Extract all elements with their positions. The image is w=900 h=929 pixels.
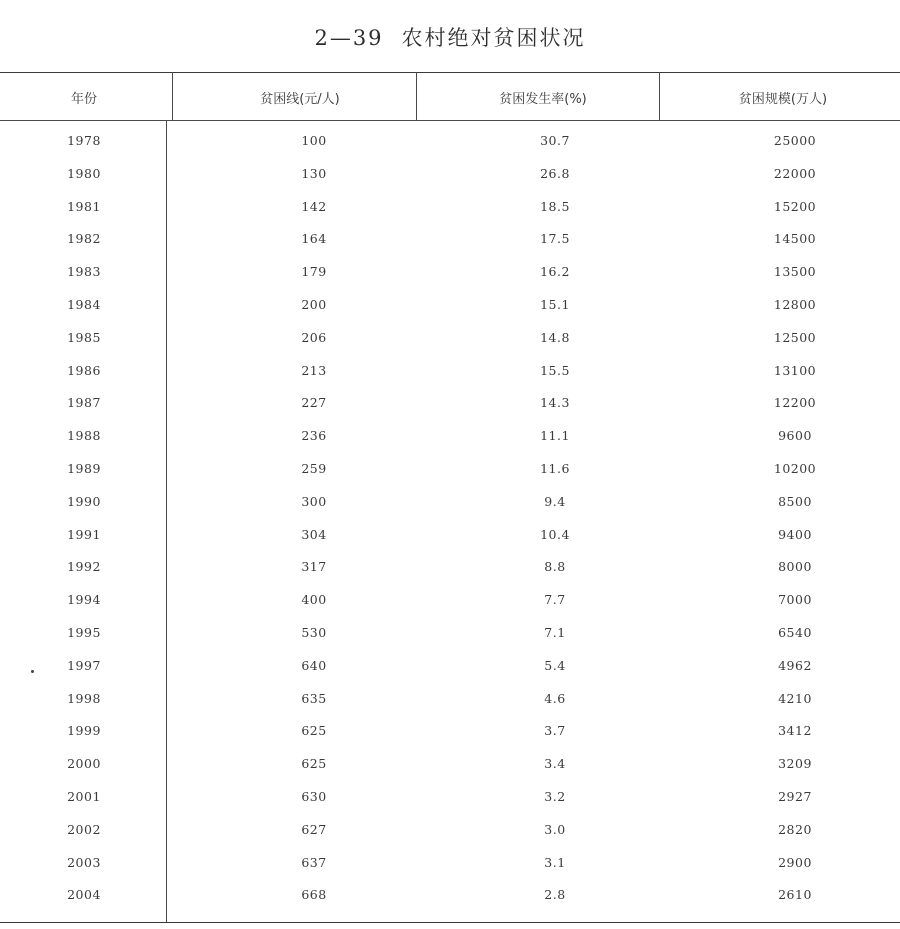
cell-poverty-rate: 3.2: [544, 788, 566, 804]
cell-poverty-rate: 10.4: [540, 526, 570, 542]
cell-year: 1983: [67, 264, 101, 280]
cell-poverty-scale: 15200: [773, 198, 817, 214]
header-divider-1: [172, 72, 173, 120]
cell-poverty-rate: 15.5: [540, 362, 570, 378]
table-row: [0, 524, 900, 557]
cell-poverty-line: 635: [301, 690, 327, 706]
table-title: [0, 22, 900, 52]
cell-poverty-line: 300: [301, 493, 327, 509]
table-row: [0, 556, 900, 589]
cell-poverty-rate: 5.4: [544, 657, 566, 673]
table-row: [0, 688, 900, 721]
cell-year: 1990: [67, 493, 101, 509]
cell-year: 1980: [67, 165, 101, 181]
cell-poverty-scale: 14500: [773, 231, 817, 247]
cell-poverty-rate: 2.8: [544, 887, 566, 903]
cell-poverty-scale: 9600: [778, 428, 812, 444]
cell-poverty-scale: 2900: [778, 854, 812, 870]
table-row: [0, 622, 900, 655]
cell-poverty-scale: 13100: [773, 362, 817, 378]
cell-poverty-rate: 3.7: [544, 723, 566, 739]
table-row: [0, 425, 900, 458]
cell-poverty-rate: 7.7: [544, 592, 566, 608]
cell-year: 2004: [67, 887, 101, 903]
cell-poverty-rate: 30.7: [540, 133, 570, 148]
table-row: [0, 884, 900, 917]
cell-poverty-rate: 16.2: [540, 264, 570, 280]
cell-poverty-scale: 2610: [778, 887, 812, 903]
table-row: [0, 491, 900, 524]
cell-poverty-scale: 9400: [778, 526, 812, 542]
header-year: 年份: [70, 92, 98, 107]
table-row: [0, 261, 900, 294]
cell-poverty-line: 200: [301, 296, 327, 312]
cell-poverty-scale: 7000: [778, 592, 812, 608]
cell-poverty-rate: 18.5: [540, 198, 570, 214]
cell-poverty-scale: 25000: [773, 133, 817, 148]
cell-poverty-scale: 10200: [773, 460, 817, 476]
header-poverty-scale: 贫困规模(万人): [738, 92, 828, 107]
table-row: [0, 360, 900, 393]
table-row: [0, 753, 900, 786]
table-body: [0, 130, 900, 917]
cell-poverty-rate: 11.1: [540, 428, 570, 444]
cell-year: 1981: [67, 198, 101, 214]
cell-poverty-line: 213: [301, 362, 327, 378]
cell-poverty-rate: 8.8: [544, 559, 566, 575]
cell-poverty-line: 530: [301, 624, 327, 640]
cell-poverty-line: 227: [301, 395, 327, 411]
cell-poverty-scale: 6540: [778, 624, 812, 640]
cell-year: 1998: [67, 690, 101, 706]
cell-poverty-scale: 4962: [778, 657, 812, 673]
cell-poverty-scale: 12200: [773, 395, 817, 411]
cell-year: 1989: [67, 460, 101, 476]
cell-year: 1978: [67, 133, 101, 148]
cell-poverty-scale: 2927: [778, 788, 812, 804]
cell-poverty-line: 637: [301, 854, 327, 870]
cell-poverty-line: 625: [301, 756, 327, 772]
table-header-rule: [0, 120, 900, 121]
cell-poverty-line: 236: [301, 428, 327, 444]
cell-poverty-line: 142: [301, 198, 327, 214]
table-row: [0, 196, 900, 229]
cell-poverty-scale: 8000: [778, 559, 812, 575]
cell-year: 2002: [67, 821, 101, 837]
header-poverty-line: 贫困线(元/人): [260, 92, 340, 107]
cell-poverty-scale: 13500: [773, 264, 817, 280]
table-row: [0, 163, 900, 196]
cell-year: 2001: [67, 788, 101, 804]
cell-poverty-scale: 22000: [773, 165, 817, 181]
cell-poverty-line: 668: [301, 887, 327, 903]
table-row: [0, 786, 900, 819]
cell-year: 1997: [67, 657, 101, 673]
cell-poverty-rate: 15.1: [540, 296, 570, 312]
cell-poverty-line: 179: [301, 264, 327, 280]
cell-year: 1982: [67, 231, 101, 247]
cell-year: 1992: [67, 559, 101, 575]
cell-poverty-line: 640: [301, 657, 327, 673]
cell-poverty-scale: 8500: [778, 493, 812, 509]
table-row: [0, 327, 900, 360]
table-header: [0, 72, 900, 120]
cell-poverty-line: 400: [301, 592, 327, 608]
cell-poverty-rate: 9.4: [544, 493, 566, 509]
cell-year: 2000: [67, 756, 101, 772]
table-row: [0, 294, 900, 327]
header-divider-2: [416, 72, 417, 120]
table-bottom-rule: [0, 922, 900, 923]
table-row: [0, 130, 900, 163]
header-poverty-rate: 贫困发生率(%): [499, 92, 587, 107]
cell-poverty-line: 164: [301, 231, 327, 247]
cell-poverty-line: 630: [301, 788, 327, 804]
cell-poverty-scale: 12500: [773, 329, 817, 345]
cell-year: 1999: [67, 723, 101, 739]
cell-year: 1987: [67, 395, 101, 411]
cell-poverty-line: 259: [301, 460, 327, 476]
cell-poverty-line: 304: [301, 526, 327, 542]
cell-poverty-line: 130: [301, 165, 327, 181]
table-number: 2—39: [314, 26, 384, 50]
table-title-text: 农村绝对贫困状况: [401, 26, 586, 50]
table-row: [0, 852, 900, 885]
cell-poverty-line: 627: [301, 821, 327, 837]
cell-poverty-rate: 26.8: [540, 165, 570, 181]
cell-year: 1995: [67, 624, 101, 640]
cell-poverty-rate: 14.3: [540, 395, 570, 411]
cell-year: 1985: [67, 329, 101, 345]
cell-year: 1994: [67, 592, 101, 608]
cell-year: 1991: [67, 526, 101, 542]
cell-poverty-rate: 17.5: [540, 231, 570, 247]
cell-year: 1988: [67, 428, 101, 444]
cell-poverty-rate: 4.6: [544, 690, 566, 706]
cell-poverty-rate: 3.0: [544, 821, 566, 837]
cell-poverty-line: 625: [301, 723, 327, 739]
scan-speck: [31, 670, 34, 673]
table-row: [0, 720, 900, 753]
cell-poverty-scale: 4210: [778, 690, 812, 706]
cell-poverty-scale: 3412: [778, 723, 812, 739]
cell-year: 1984: [67, 296, 101, 312]
header-divider-3: [659, 72, 660, 120]
cell-year: 2003: [67, 854, 101, 870]
table-row: [0, 228, 900, 261]
table-row: [0, 392, 900, 425]
cell-poverty-scale: 3209: [778, 756, 812, 772]
table-row: [0, 589, 900, 622]
cell-poverty-scale: 2820: [778, 821, 812, 837]
cell-poverty-line: 206: [301, 329, 327, 345]
table-row: [0, 458, 900, 491]
poverty-table: [0, 72, 900, 924]
table-row: [0, 819, 900, 852]
cell-poverty-rate: 3.4: [544, 756, 566, 772]
table-row: [0, 655, 900, 688]
cell-poverty-rate: 3.1: [544, 854, 566, 870]
cell-poverty-line: 317: [301, 559, 327, 575]
cell-year: 1986: [67, 362, 101, 378]
cell-poverty-scale: 12800: [773, 296, 817, 312]
cell-poverty-rate: 7.1: [544, 624, 566, 640]
cell-poverty-rate: 11.6: [540, 460, 570, 476]
cell-poverty-rate: 14.8: [540, 329, 570, 345]
cell-poverty-line: 100: [301, 133, 327, 148]
